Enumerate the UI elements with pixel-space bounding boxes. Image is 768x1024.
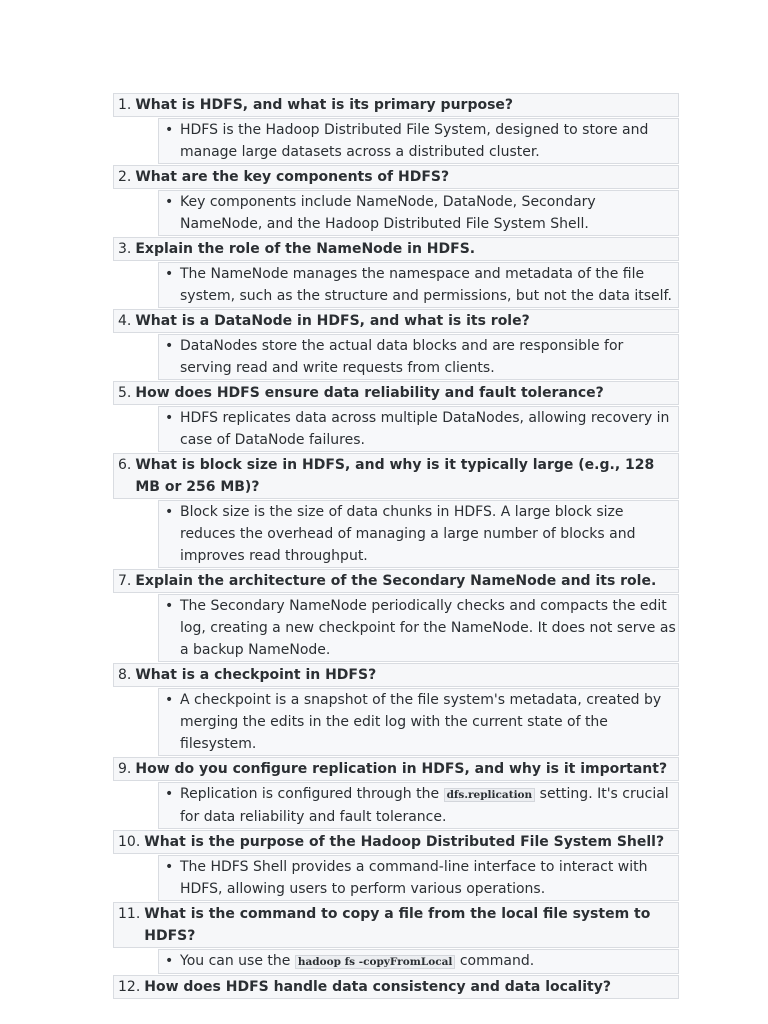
question-text: Explain the role of the NameNode in HDFS.: [135, 241, 476, 257]
question-text: What is the purpose of the Hadoop Distributed File System Shell?: [144, 834, 665, 850]
question-text: What is a checkpoint in HDFS?: [135, 667, 377, 683]
bullet-icon: •: [165, 859, 174, 875]
answer-text: A checkpoint is a snapshot of the file system's metadata, created by merging the edits in the edit log with the current state of the filesystem.: [180, 692, 662, 752]
question-text: What is block size in HDFS, and why is it typically large (e.g., 128 MB or 256 MB)?: [135, 457, 655, 495]
answer-row: [158, 118, 679, 164]
question-row: [113, 830, 679, 854]
bullet-icon: •: [165, 953, 174, 969]
bullet-icon: •: [165, 504, 174, 520]
question-text: How do you configure replication in HDFS, and why is it important?: [135, 761, 668, 777]
question-row: [113, 663, 679, 687]
question-number: 4.: [118, 313, 132, 329]
bullet-icon: •: [165, 338, 174, 354]
question-row: [113, 453, 679, 499]
question-number: 11.: [118, 906, 141, 922]
question-row: [113, 975, 679, 999]
question-number: 12.: [118, 979, 141, 995]
answer-text: [180, 950, 678, 973]
question-number: 5.: [118, 385, 132, 401]
answer-text-pre: Replication is configured through the: [180, 786, 444, 802]
answer-row: [158, 594, 679, 662]
question-row: [113, 309, 679, 333]
answer-text: The Secondary NameNode periodically checks and compacts the edit log, creating a new checkpoint for the NameNode. It does not serve as a backup NameNode.: [180, 598, 676, 658]
question-text: Explain the architecture of the Secondary NameNode and its role.: [135, 573, 657, 589]
answer-text-post: command.: [455, 953, 535, 969]
question-text: What is the command to copy a file from the local file system to HDFS?: [144, 906, 651, 944]
bullet-icon: •: [165, 692, 174, 708]
question-number: 3.: [118, 241, 132, 257]
answer-text: Block size is the size of data chunks in HDFS. A large block size reduces the overhead of managing a large number of blocks and improves read throughput.: [180, 504, 636, 564]
bullet-icon: •: [165, 410, 174, 426]
bullet-icon: •: [165, 786, 174, 802]
question-number: 1.: [118, 97, 132, 113]
answer-row: [158, 949, 679, 974]
answer-row: [158, 855, 679, 901]
answer-text-post: setting. It's crucial for data reliability and fault tolerance.: [180, 786, 669, 825]
question-text: What is a DataNode in HDFS, and what is its role?: [135, 313, 530, 329]
question-text: What is HDFS, and what is its primary purpose?: [135, 97, 514, 113]
answer-row: [158, 406, 679, 452]
answer-text: Key components include NameNode, DataNode, Secondary NameNode, and the Hadoop Distributed File System Shell.: [180, 194, 596, 232]
question-number: 8.: [118, 667, 132, 683]
answer-text: The NameNode manages the namespace and metadata of the file system, such as the structure and permissions, but not the data itself.: [180, 266, 672, 304]
question-number: 7.: [118, 573, 132, 589]
answer-text: The HDFS Shell provides a command-line interface to interact with HDFS, allowing users to perform various operations.: [180, 859, 648, 897]
question-row: [113, 902, 679, 948]
inline-code: dfs.replication: [444, 788, 536, 802]
answer-row: [158, 688, 679, 756]
inline-code: hadoop fs -copyFromLocal: [295, 955, 456, 969]
bullet-icon: •: [165, 266, 174, 282]
bullet-icon: •: [165, 122, 174, 138]
question-text: How does HDFS ensure data reliability and fault tolerance?: [135, 385, 604, 401]
question-text: What are the key components of HDFS?: [135, 169, 450, 185]
answer-row: [158, 190, 679, 236]
answer-row: [158, 782, 679, 829]
question-number: 10.: [118, 834, 141, 850]
bullet-icon: •: [165, 194, 174, 210]
qa-document: [113, 93, 679, 1000]
answer-row: [158, 334, 679, 380]
question-number: 6.: [118, 457, 132, 473]
question-row: [113, 237, 679, 261]
question-row: [113, 569, 679, 593]
question-row: [113, 757, 679, 781]
answer-text: [180, 783, 678, 828]
answer-row: [158, 500, 679, 568]
question-row: [113, 165, 679, 189]
question-number: 9.: [118, 761, 132, 777]
answer-text: HDFS replicates data across multiple DataNodes, allowing recovery in case of DataNode failures.: [180, 410, 670, 448]
question-text: How does HDFS handle data consistency and data locality?: [144, 979, 611, 995]
question-row: [113, 93, 679, 117]
answer-text: DataNodes store the actual data blocks and are responsible for serving read and write requests from clients.: [180, 338, 624, 376]
answer-text-pre: You can use the: [180, 953, 295, 969]
answer-text: HDFS is the Hadoop Distributed File System, designed to store and manage large datasets across a distributed cluster.: [180, 122, 649, 160]
question-number: 2.: [118, 169, 132, 185]
answer-row: [158, 262, 679, 308]
bullet-icon: •: [165, 598, 174, 614]
question-row: [113, 381, 679, 405]
